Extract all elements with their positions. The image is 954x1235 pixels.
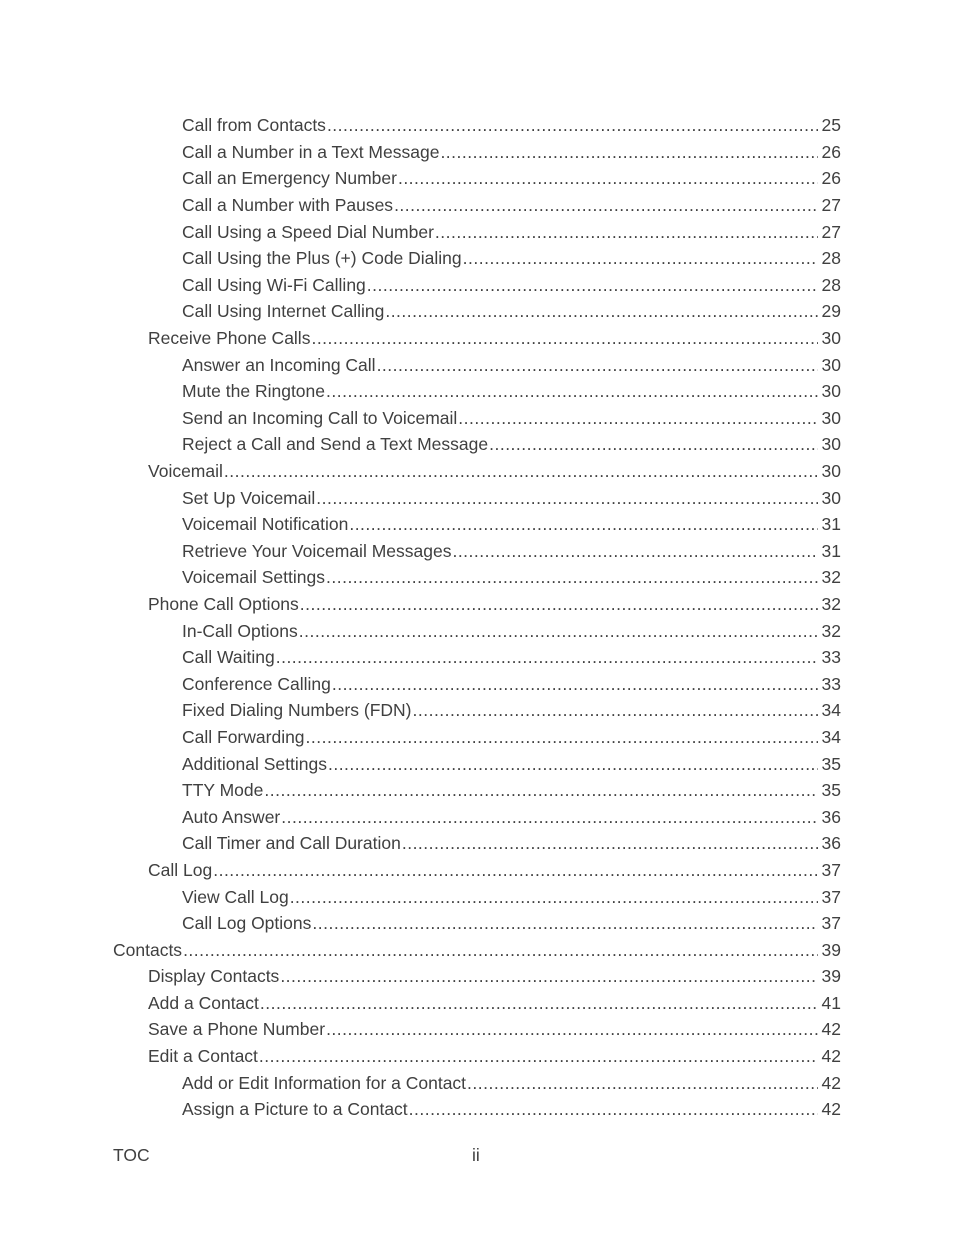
toc-dot-leader — [349, 513, 818, 535]
toc-entry-page: 36 — [821, 806, 841, 827]
toc-entry-page: 31 — [821, 540, 841, 561]
toc-entry-title: Call Log — [148, 859, 213, 880]
toc-dot-leader — [328, 753, 818, 775]
toc-entry-page: 27 — [821, 195, 841, 216]
toc-entry-title: Save a Phone Number — [148, 1019, 326, 1040]
toc-entry-title: Call Forwarding — [182, 726, 305, 747]
toc-entry-page: 39 — [821, 939, 841, 960]
toc-entry-page: 30 — [821, 461, 841, 482]
toc-entry-title: Mute the Ringtone — [182, 381, 326, 402]
toc-dot-leader — [467, 1072, 818, 1094]
toc-dot-leader — [224, 460, 818, 482]
toc-dot-leader — [312, 912, 818, 934]
toc-entry-page: 42 — [821, 1072, 841, 1093]
toc-entry-page: 37 — [821, 886, 841, 907]
toc-dot-leader — [326, 380, 818, 402]
toc-dot-leader — [306, 726, 818, 748]
toc-entry-page: 25 — [821, 115, 841, 136]
toc-dot-leader — [458, 407, 818, 429]
toc-dot-leader — [326, 1018, 818, 1040]
toc-entry[interactable] — [0, 963, 954, 990]
toc-entry-page: 42 — [821, 1046, 841, 1067]
toc-entry-page: 30 — [821, 381, 841, 402]
toc-entry[interactable] — [0, 272, 954, 299]
toc-entry-page: 32 — [821, 620, 841, 641]
toc-entry-title: Call an Emergency Number — [182, 168, 397, 189]
toc-entry-title: View Call Log — [182, 886, 289, 907]
toc-dot-leader — [489, 433, 818, 455]
toc-entry-title: Edit a Contact — [148, 1046, 258, 1067]
toc-entry-title: Send an Incoming Call to Voicemail — [182, 407, 458, 428]
toc-entry[interactable] — [0, 750, 954, 777]
toc-entry-page: 41 — [821, 992, 841, 1013]
toc-entry-page: 30 — [821, 487, 841, 508]
toc-entry[interactable] — [0, 910, 954, 937]
toc-dot-leader — [326, 566, 818, 588]
toc-entry-page: 27 — [821, 221, 841, 242]
toc-entry[interactable] — [0, 431, 954, 458]
toc-entry-title: Call Using Internet Calling — [182, 301, 385, 322]
toc-entry[interactable] — [0, 564, 954, 591]
toc-entry-page: 37 — [821, 913, 841, 934]
toc-entry-title: Display Contacts — [148, 966, 280, 987]
toc-dot-leader — [385, 300, 818, 322]
toc-entry-title: Voicemail — [148, 461, 223, 482]
toc-entry-title: Call a Number with Pauses — [182, 195, 394, 216]
toc-dot-leader — [264, 779, 818, 801]
toc-entry-title: Call a Number in a Text Message — [182, 141, 440, 162]
footer-page-number: ii — [472, 1145, 480, 1165]
toc-dot-leader — [311, 327, 818, 349]
toc-entry-title: Auto Answer — [182, 806, 281, 827]
toc-dot-leader — [276, 646, 818, 668]
toc-dot-leader — [452, 540, 818, 562]
toc-dot-leader — [394, 194, 818, 216]
toc-entry-title: Contacts — [113, 939, 183, 960]
toc-entry-page: 35 — [821, 780, 841, 801]
toc-entry[interactable] — [0, 803, 954, 830]
toc-entry[interactable] — [0, 777, 954, 804]
toc-entry-page: 37 — [821, 859, 841, 880]
toc-entry[interactable] — [0, 139, 954, 166]
toc-entry[interactable] — [0, 724, 954, 751]
toc-entry-page: 28 — [821, 248, 841, 269]
toc-entry-title: Retrieve Your Voicemail Messages — [182, 540, 452, 561]
toc-entry-title: TTY Mode — [182, 780, 264, 801]
toc-entry-title: Reject a Call and Send a Text Message — [182, 434, 489, 455]
toc-dot-leader — [398, 167, 818, 189]
toc-entry-page: 30 — [821, 434, 841, 455]
toc-entry-page: 30 — [821, 407, 841, 428]
toc-dot-leader — [413, 699, 819, 721]
toc-entry[interactable] — [0, 1069, 954, 1096]
toc-entry-page: 42 — [821, 1099, 841, 1120]
toc-entry-title: Call Log Options — [182, 913, 312, 934]
toc-entry-page: 30 — [821, 354, 841, 375]
toc-entry[interactable] — [0, 112, 954, 139]
toc-entry-page: 36 — [821, 833, 841, 854]
toc-entry[interactable] — [0, 883, 954, 910]
toc-dot-leader — [409, 1098, 818, 1120]
toc-entry-title: Assign a Picture to a Contact — [182, 1099, 408, 1120]
toc-entry[interactable] — [0, 245, 954, 272]
toc-entry[interactable] — [0, 484, 954, 511]
toc-entry-title: Voicemail Notification — [182, 514, 349, 535]
toc-dot-leader — [290, 886, 818, 908]
toc-entry[interactable] — [0, 857, 954, 884]
toc-entry-page: 28 — [821, 274, 841, 295]
toc-entry-page: 32 — [821, 567, 841, 588]
toc-entry[interactable] — [0, 192, 954, 219]
toc-entry[interactable] — [0, 830, 954, 857]
toc-entry-title: Additional Settings — [182, 753, 327, 774]
footer-section-label: TOC — [113, 1145, 150, 1165]
toc-entry[interactable] — [0, 325, 954, 352]
toc-entry-page: 31 — [821, 514, 841, 535]
toc-entry-title: Call Waiting — [182, 647, 275, 668]
toc-entry-title: Receive Phone Calls — [148, 328, 311, 349]
toc-entry-title: Add or Edit Information for a Contact — [182, 1072, 467, 1093]
toc-dot-leader — [440, 141, 818, 163]
toc-entry[interactable] — [0, 1016, 954, 1043]
toc-entry-page: 34 — [821, 726, 841, 747]
toc-entry-page: 33 — [821, 647, 841, 668]
toc-entry[interactable] — [0, 936, 954, 963]
toc-entry-title: Conference Calling — [182, 673, 331, 694]
toc-entry[interactable] — [0, 1096, 954, 1123]
toc-dot-leader — [281, 806, 818, 828]
toc-entry[interactable] — [0, 378, 954, 405]
toc-entry-title: Voicemail Settings — [182, 567, 325, 588]
toc-entry[interactable] — [0, 218, 954, 245]
toc-entry[interactable] — [0, 697, 954, 724]
toc-entry-title: Set Up Voicemail — [182, 487, 316, 508]
toc-entry[interactable] — [0, 538, 954, 565]
toc-entry-title: Phone Call Options — [148, 593, 299, 614]
toc-entry[interactable] — [0, 511, 954, 538]
toc-dot-leader — [299, 620, 818, 642]
table-of-contents — [0, 112, 954, 1123]
toc-dot-leader — [183, 939, 818, 961]
toc-entry[interactable] — [0, 591, 954, 618]
toc-dot-leader — [327, 114, 818, 136]
toc-entry-title: Call Using a Speed Dial Number — [182, 221, 434, 242]
toc-entry[interactable] — [0, 670, 954, 697]
toc-entry[interactable] — [0, 405, 954, 432]
toc-entry-title: Call Using Wi-Fi Calling — [182, 274, 366, 295]
toc-entry-page: 39 — [821, 966, 841, 987]
toc-entry-page: 34 — [821, 700, 841, 721]
toc-entry-page: 29 — [821, 301, 841, 322]
toc-dot-leader — [300, 593, 818, 615]
toc-entry-title: Answer an Incoming Call — [182, 354, 376, 375]
toc-dot-leader — [463, 247, 818, 269]
toc-entry-title: Call from Contacts — [182, 115, 326, 136]
toc-entry[interactable] — [0, 165, 954, 192]
toc-entry-title: Fixed Dialing Numbers (FDN) — [182, 700, 412, 721]
toc-entry-title: Add a Contact — [148, 992, 259, 1013]
toc-entry-title: Call Timer and Call Duration — [182, 833, 401, 854]
toc-entry-page: 26 — [821, 168, 841, 189]
toc-entry[interactable] — [0, 1043, 954, 1070]
toc-dot-leader — [213, 859, 818, 881]
toc-dot-leader — [280, 965, 818, 987]
toc-entry[interactable] — [0, 617, 954, 644]
toc-entry-page: 32 — [821, 593, 841, 614]
toc-entry-page: 35 — [821, 753, 841, 774]
toc-entry[interactable] — [0, 298, 954, 325]
toc-dot-leader — [316, 487, 818, 509]
toc-dot-leader — [367, 274, 818, 296]
toc-entry[interactable] — [0, 458, 954, 485]
toc-entry-page: 30 — [821, 328, 841, 349]
toc-entry-page: 33 — [821, 673, 841, 694]
toc-dot-leader — [260, 992, 818, 1014]
toc-dot-leader — [332, 673, 818, 695]
toc-entry[interactable] — [0, 644, 954, 671]
toc-dot-leader — [259, 1045, 818, 1067]
toc-dot-leader — [435, 221, 818, 243]
toc-entry[interactable] — [0, 990, 954, 1017]
toc-entry[interactable] — [0, 351, 954, 378]
toc-dot-leader — [377, 354, 818, 376]
toc-dot-leader — [402, 832, 818, 854]
toc-entry-title: Call Using the Plus (+) Code Dialing — [182, 248, 462, 269]
toc-entry-page: 42 — [821, 1019, 841, 1040]
toc-entry-page: 26 — [821, 141, 841, 162]
toc-entry-title: In-Call Options — [182, 620, 298, 641]
